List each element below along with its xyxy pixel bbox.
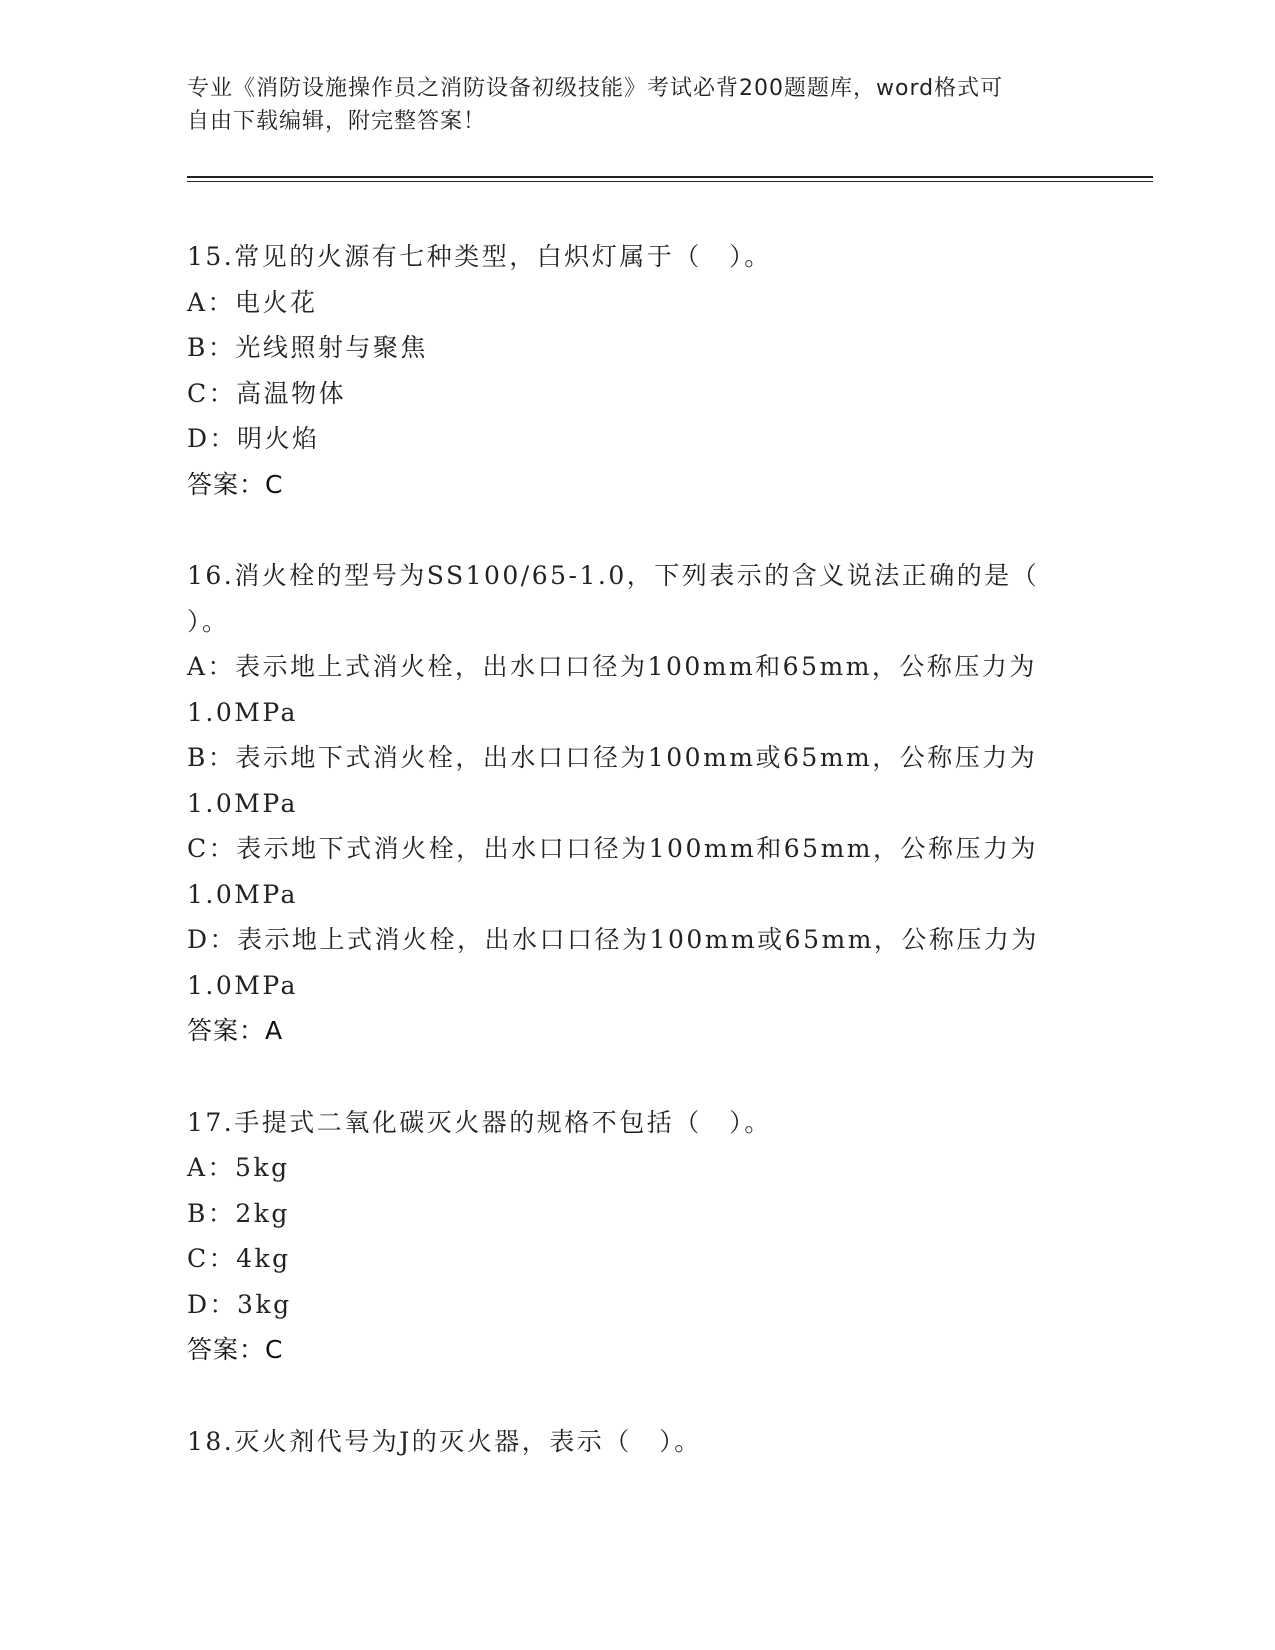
answer: 答案：A [187,1016,284,1045]
header-line-2: 自由下载编辑，附完整答案！ [187,109,487,134]
option-b-continued: 1.0MPa [187,788,298,818]
question-17 [187,1100,1067,1373]
option-c: C：高温物体 [187,378,347,408]
question-15 [187,234,1067,507]
header-line-1: 专业《消防设施操作员之消防设备初级技能》考试必背200题题库，word格式可 [187,76,1004,101]
question-list [187,234,1067,1510]
option-a-continued: 1.0MPa [187,697,298,727]
option-c: C：表示地下式消火栓，出水口口径为100mm和65mm，公称压力为 [187,834,1038,863]
answer: 答案：C [187,469,284,499]
option-b: B：表示地下式消火栓，出水口口径为100mm或65mm，公称压力为 [187,743,1038,772]
option-c: C：4kg [187,1244,291,1273]
question-stem: 18.灭火剂代号为J的灭火器，表示（ ）。 [187,1426,702,1456]
question-stem: 17.手提式二氧化碳灭火器的规格不包括（ ）。 [187,1107,772,1137]
option-d: D：表示地上式消火栓，出水口口径为100mm或65mm，公称压力为 [187,925,1039,954]
option-d: D：明火焰 [187,424,320,453]
option-b: B：光线照射与聚焦 [187,333,428,362]
answer: 答案：C [187,1335,284,1364]
question-16 [187,553,1067,1054]
option-d: D：3kg [187,1289,292,1319]
question-stem-line-2: ）。 [187,606,230,636]
question-18 [187,1419,1067,1465]
question-stem: 15.常见的火源有七种类型，白炽灯属于（ ）。 [187,242,772,271]
document-header [187,72,1067,138]
option-a: A：电火花 [187,287,318,317]
option-c-continued: 1.0MPa [187,879,298,909]
question-stem-line-1: 16.消火栓的型号为SS100/65-1.0，下列表示的含义说法正确的是（ [187,561,1040,590]
header-divider [187,176,1153,182]
option-d-continued: 1.0MPa [187,970,298,1000]
option-a: A：5kg [187,1153,290,1182]
option-a: A：表示地上式消火栓，出水口口径为100mm和65mm，公称压力为 [187,652,1037,681]
option-b: B：2kg [187,1198,290,1228]
